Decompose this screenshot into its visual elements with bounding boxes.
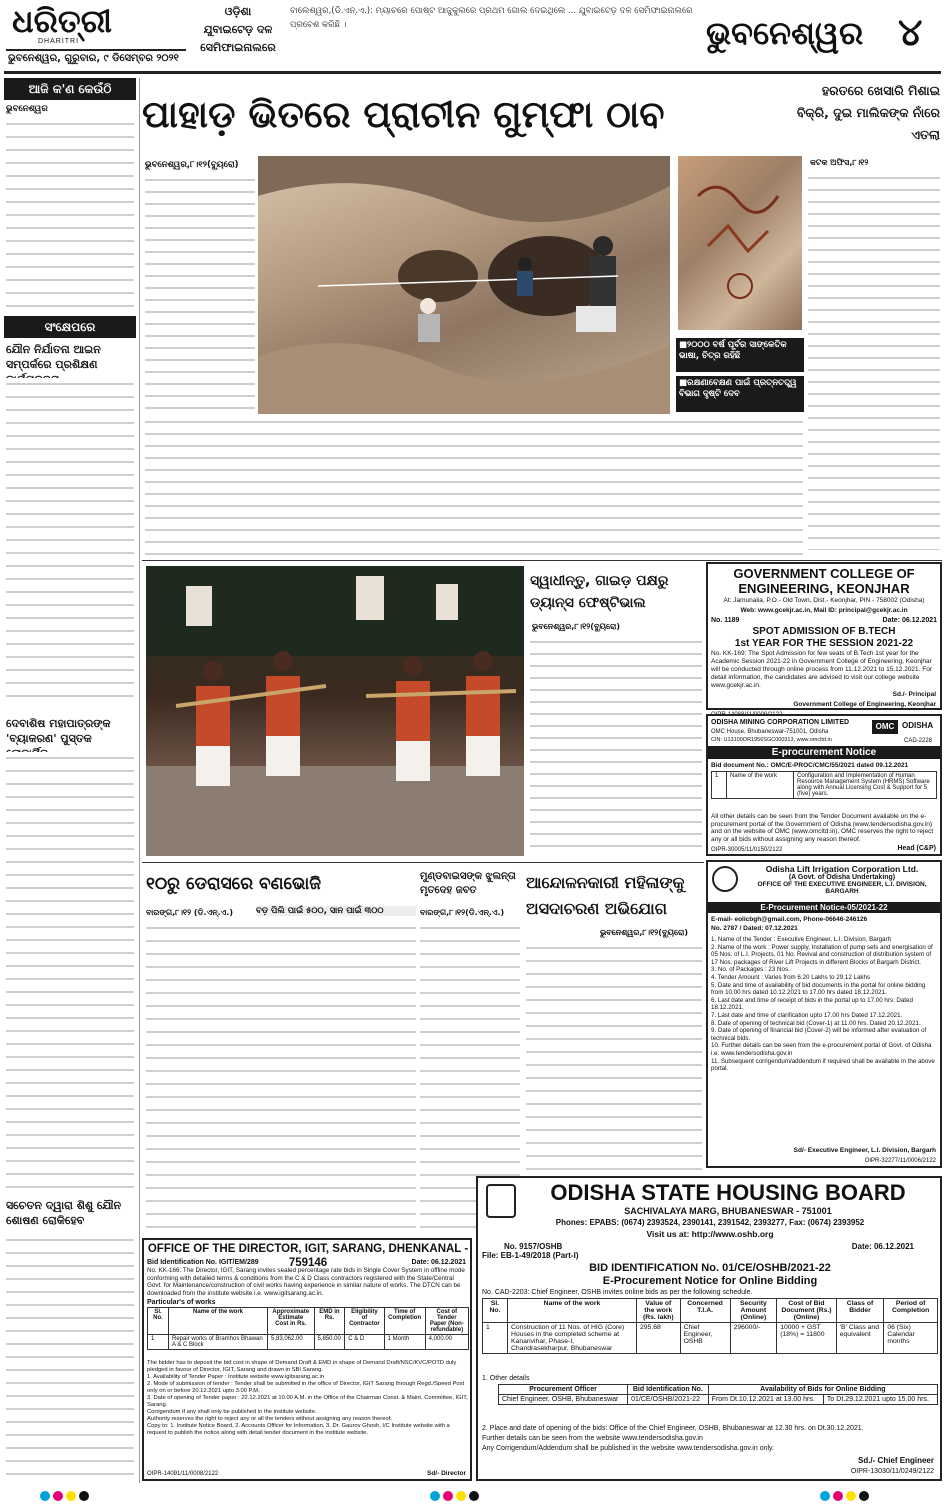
oshb-td-0: 1 bbox=[483, 1323, 508, 1354]
lead-body-col1 bbox=[145, 174, 255, 410]
page-number: ୪ bbox=[898, 10, 923, 54]
gce-sign-2: Government College of Engineering, Keonjhar bbox=[793, 701, 936, 708]
brief-title-2: ଦେବାଶିଷ ମହାପାତ୍ରଙ୍କ 'ବ୍ୟାକରଣ' ପୁସ୍ତକ bbox=[6, 717, 111, 745]
olic-logo bbox=[712, 866, 738, 892]
brief-title-3: ସଚେତନ ଦ୍ୱାରା ଶିଶୁ ଯୌନ ଶୋଷଣ ରୋକିହେବ bbox=[6, 1199, 122, 1227]
olic-org: Odisha Lift Irrigation Corporation Ltd. bbox=[765, 864, 919, 874]
cmyk-swatches-center bbox=[430, 1486, 482, 1505]
swatch-black-2 bbox=[469, 1491, 479, 1501]
olic-email: E-mail- eolicbgh@gmail.com, Phone-06646-246126 bbox=[711, 916, 868, 923]
dance-photo-illustration bbox=[146, 566, 524, 856]
oshb-other: 1. Other details bbox=[482, 1375, 530, 1382]
igit-th-4: Eligibility of Contractor bbox=[345, 1308, 384, 1335]
teaser-line-3: ସେମିଫାଇନାଲରେ bbox=[200, 41, 276, 54]
omc-logo: OMC bbox=[872, 720, 898, 734]
oshb-th-6: Class of Bidder bbox=[836, 1299, 884, 1323]
igit-th-1: Name of the work bbox=[169, 1308, 268, 1335]
oshb-th-4: Security Amount (Online) bbox=[730, 1299, 777, 1323]
oshb-note-3: Any Corrigendum/Addendum shall be published in the website www.tendersodisha.gov.in only. bbox=[482, 1445, 774, 1452]
oshb-th-2: Value of the work (Rs. lakh) bbox=[637, 1299, 681, 1323]
left-column-rule bbox=[139, 78, 140, 1483]
oshb-td-3: Chief Engineer, OSHB bbox=[680, 1323, 730, 1354]
oshb-sign: Sd./- Chief Engineer bbox=[857, 1456, 934, 1465]
omc-org: ODISHA MINING CORPORATION LIMITED bbox=[711, 719, 850, 726]
oshb-sub-th-2: Availability of Bids for Online Bidding bbox=[708, 1385, 937, 1395]
oshb-bid-id: BID IDENTIFICATION No. 01/CE/OSHB/2021-22 bbox=[589, 1262, 831, 1274]
masthead-date: ଭୁବନେଶ୍ୱର, ଗୁରୁବାର, ୯ ଡିସେମ୍ବର ୨୦୨୧ bbox=[8, 53, 179, 64]
igit-bid-id: Bid Identification No. IGIT/EM/289 bbox=[147, 1259, 259, 1266]
omc-cell-no: 1 bbox=[712, 772, 727, 799]
ad-gce-keonjhar bbox=[706, 562, 942, 710]
ad-olic-bargarh bbox=[706, 860, 942, 1168]
gce-heading-1: SPOT ADMISSION OF B.TECH bbox=[752, 626, 896, 637]
brief-title-1: ଯୌନ ନିର୍ଯାତନା ଆଇନ ସମ୍ପର୍କରେ ପ୍ରଶିକ୍ଷଣ bbox=[6, 343, 101, 371]
side-body bbox=[808, 172, 940, 550]
dance-headline: ସ୍ୱାଧୀନ୍ତୁ, ଗାଇଡ଼ ପକ୍ଷରୁ ଡ୍ୟାନ୍ସ ଫେଷ୍ଟିଭାଲ bbox=[530, 573, 669, 611]
omc-table-row bbox=[712, 772, 937, 799]
oshb-sub-td-3: To Dt.29.12.2021 upto 15.00 hrs. bbox=[823, 1395, 937, 1405]
top-rule bbox=[4, 71, 941, 74]
callout-1-text: ■୨୦୦୦ ବର୍ଷ ପୂର୍ବର ସାଙ୍କେତିକ ଭାଷା, ଚିତ୍ର ରହିଛି bbox=[679, 340, 787, 361]
oshb-phones: Phones: EPABS: (0674) 2393524, 2390141, 2391542, 2393277, Fax: (0674) 2393952 bbox=[555, 1218, 865, 1227]
olic-notice-bar bbox=[708, 902, 940, 913]
oshb-subtable-header bbox=[499, 1385, 938, 1395]
oshb-td-2: 295.68 bbox=[637, 1323, 681, 1354]
olic-org-sub: (A Govt. of Odisha Undertaking) bbox=[788, 874, 896, 881]
oshb-td-4: 296000/- bbox=[730, 1323, 777, 1354]
story1-headline: ୧୦ରୁ ଡେରାସରେ ବଣଭୋଜି bbox=[146, 874, 321, 894]
oshb-subtable bbox=[498, 1384, 938, 1405]
igit-td-4: C & D bbox=[345, 1335, 384, 1350]
omc-heading-bar bbox=[708, 746, 940, 759]
swatch-cyan-2 bbox=[430, 1491, 440, 1501]
oshb-th-1: Name of the work bbox=[508, 1299, 637, 1323]
gce-sign-1: Sd./- Principal bbox=[892, 691, 936, 698]
gce-body: No. KK-169: The Spot Admission for few seats of B.Tech 1st year for the Academic Session 2021-22 in Government College of Engineering, Keonjhar will be conducted through online process from 11.12.2021 to 15.12.2021. For detail information, the candidates are advised to visit our college website www.gcekjr.ac.in. bbox=[711, 650, 933, 689]
story2-dateline: ବାରଙ୍ଗ,୮।୧୨(ଡି.ଏନ୍.ଏ.) bbox=[420, 908, 505, 917]
oshb-title: ODISHA STATE HOUSING BOARD bbox=[550, 1180, 906, 1205]
brief-heading-box bbox=[4, 316, 136, 338]
lead-headline: ପାହାଡ଼ ଭିତରେ ପ୍ରାଚୀନ ଗୁମ୍ଫା ଠାବ bbox=[142, 93, 665, 136]
oshb-visit: Visit us at: http://www.oshb.org bbox=[646, 1229, 774, 1239]
oshb-no: No. 9157/OSHB bbox=[504, 1242, 563, 1251]
oshb-sub-td-1: 01/CE/OSHB/2021-22 bbox=[628, 1395, 709, 1405]
igit-date: Date: 06.12.2021 bbox=[411, 1259, 466, 1266]
story3-dateline: ଭୁବନେଶ୍ୱର,୮।୧୨(ବ୍ୟୁରୋ) bbox=[600, 928, 689, 937]
igit-sign: Sd/- Director bbox=[426, 1470, 466, 1477]
oshb-th-3: Concerned T.I.A. bbox=[680, 1299, 730, 1323]
lead-dateline: ଭୁବନେଶ୍ୱର,୮।୧୨(ବ୍ୟୁରୋ) bbox=[145, 160, 239, 170]
omc-sign: Head (C&P) bbox=[897, 845, 936, 852]
igit-body: No. KK-166: The Director, IGIT, Sarang invites sealed percentage rate bids in Single Cover System in offline mode conforming with detailed terms & conditions from the C & D Class contractors registered with the State/Central Govt. for Maintenance/construction of civil works having experience in similar nature of works. The DTCN can be downloaded from the institute website i.e. www.igitsarang.ac.in. bbox=[147, 1267, 465, 1297]
gce-no: No. 1189 bbox=[711, 617, 740, 624]
side-dateline: କଟକ ଅଫିସ,୮।୧୨ bbox=[810, 158, 869, 167]
olic-body: 1. Name of the Tender : Executive Engineer, L.I. Division, Bargarh 2. Name of the work : Power supply, Installation of pump sets and energisation of 05 Nos. of L.I. Projects, 01 No. Revival and construction of distribution system of 17 Nos. packages of River Lift Projects in different Blocks of Bargarh District. 3. No. of Packages : 23 Nos. 4. Tender Amount : Varies from 6.20 Lakhs to 29.12 Lakhs 5. Date and time of availability of bid documents in the portal for online bidding from 10.00 hrs dated 10.12.2021 to 17.00 hrs dated 18.12.2021. 6. Last date and time of receipt of bids in the portal up to 17.00 hrs. Dated 18.12.2021. 7. Last date and time of clarification upto 17.00 hrs Dated 17.12.2021. 8. Date of opening of technical bid (Cover-1) at 11.00 hrs. Dated 20.12.2021. 9. Date of opening of financial bid (Cover-2) will be informed after evaluation of technical bids. 10. Further details can be seen from the e-procurement portal of Govt. of Odisha i.e. www.tendersodisha.gov.in 11. Subsequent corrigendum/addendum if required shall be available in the above portal. bbox=[711, 936, 935, 1073]
igit-td-1: Repair works of Bramhos Bhawan A & C Block bbox=[169, 1335, 268, 1350]
masthead-divider bbox=[6, 49, 186, 51]
oshb-table-header bbox=[483, 1299, 938, 1323]
rock-painting-illustration bbox=[678, 156, 802, 330]
oshb-td-5: 10000 + GST (18%) = 11800 bbox=[777, 1323, 837, 1354]
oshb-subtable-row bbox=[499, 1395, 938, 1405]
swatch-cyan-3 bbox=[820, 1491, 830, 1501]
igit-title: OFFICE OF THE DIRECTOR, IGIT, SARANG, DHENKANAL - 759146 bbox=[147, 1243, 469, 1269]
oshb-td-1: Construction of 11 Nos. of HIG (Core) Houses in the completed scheme at Kananvihar, Phase-I, Chandrasekharpur, Bhubaneswar bbox=[508, 1323, 637, 1354]
igit-th-6: Cost of Tender Paper (Non-refundable) bbox=[425, 1308, 468, 1335]
oshb-sub-th-0: Procurement Officer bbox=[499, 1385, 628, 1395]
swatch-black-3 bbox=[859, 1491, 869, 1501]
oshb-address: SACHIVALAYA MARG, BHUBANESWAR - 751001 bbox=[624, 1206, 832, 1216]
oshb-table bbox=[482, 1298, 938, 1354]
callout-2-text: ■ରକ୍ଷଣାବେକ୍ଷଣ ପାଇଁ ପ୍ରତ୍ନତତ୍ତ୍ୱ ବିଭାଗ ଦୃଷ୍ଟି ଦେବ bbox=[679, 378, 797, 399]
ad-omc bbox=[706, 714, 942, 856]
lead-bottom-rule bbox=[142, 560, 942, 561]
left-listings-text bbox=[6, 118, 134, 308]
igit-ref: OIPR-14091/11/0008/2122 bbox=[147, 1471, 219, 1477]
brief-body-3 bbox=[6, 1234, 134, 1480]
omc-cell-label: Name of the work bbox=[727, 772, 794, 799]
oshb-td-6: 'B' Class and equivalent bbox=[836, 1323, 884, 1354]
olic-ref: OIPR-32277/11/0006/2122 bbox=[864, 1158, 936, 1164]
igit-th-3: EMD in Rs. bbox=[314, 1308, 345, 1335]
gce-date: Date: 06.12.2021 bbox=[882, 617, 937, 624]
oshb-note-1: 2. Place and date of opening of the bids: Office of the Chief Engineer, OSHB, Bhubaneswar at 12.30 hrs. on Dt.30.12.2021. bbox=[482, 1425, 864, 1432]
lead-body-lower bbox=[145, 416, 803, 556]
omc-address-2: CIN: U13100OR1956SGC000313, www.omcltd.in bbox=[711, 737, 832, 743]
callout-1 bbox=[676, 338, 804, 372]
oshb-table-row bbox=[483, 1323, 938, 1354]
igit-td-5: 1 Month bbox=[384, 1335, 425, 1350]
story2-headline: ମୁଣ୍ଡବାଇସଙ୍କ ଝୁଲନ୍ତା ମୃତଦେହ ଜବତ bbox=[420, 871, 516, 896]
oshb-th-5: Cost of Bid Document (Rs.) (Online) bbox=[777, 1299, 837, 1323]
dance-photo bbox=[146, 566, 524, 856]
cmyk-swatches-right bbox=[820, 1486, 872, 1505]
teaser-box bbox=[192, 3, 284, 63]
olic-header bbox=[744, 864, 940, 895]
omc-body: All other details can be seen from the Tender Document available on the e-procurement portal of the Government of Odisha (www.tendersodisha.gov.in) and on the website of OMC (www.omcltd.in). OMC reserves the right to reject any or all bids without assigning any reason thereof. bbox=[711, 813, 934, 843]
left-column bbox=[4, 78, 136, 1483]
rock-painting-photo bbox=[678, 156, 802, 330]
gce-title-1: GOVERNMENT COLLEGE OF bbox=[733, 566, 915, 581]
left-heading-box bbox=[4, 78, 136, 100]
omc-header-text bbox=[711, 718, 871, 744]
olic-notice: E-Procurement Notice-05/2021-22 bbox=[760, 903, 888, 912]
teaser-line-2: ଯୁବାଇଟେଡ଼ ଦଳ bbox=[203, 23, 273, 36]
odisha-logo: ODISHA bbox=[902, 721, 934, 730]
masthead-city: ଭୁବନେଶ୍ୱର bbox=[706, 14, 864, 52]
dance-body bbox=[530, 636, 702, 856]
swatch-yellow-3 bbox=[846, 1491, 856, 1501]
oshb-heading: E-Procurement Notice for Online Bidding bbox=[602, 1275, 818, 1287]
oshb-file: File: EB-1-49/2018 (Part-I) bbox=[482, 1251, 579, 1260]
igit-table bbox=[147, 1307, 469, 1350]
swatch-magenta-3 bbox=[833, 1491, 843, 1501]
igit-td-6: 4,000.00 bbox=[425, 1335, 468, 1350]
callout-2 bbox=[676, 376, 804, 412]
side-headline: ହରତରେ ଖେସାରି ମିଶାଇ ବିକ୍ରି, ଦୁଇ ମାଲିକଙ୍କ ନାଁରେ ଏତଲା bbox=[796, 83, 940, 142]
print-marks-bar bbox=[0, 1485, 945, 1498]
oshb-td-7: 06 (Six) Calendar months bbox=[884, 1323, 938, 1354]
swatch-cyan bbox=[40, 1491, 50, 1501]
brief-heading: ସଂକ୍ଷେପରେ bbox=[44, 320, 96, 334]
oshb-sub-td-2: From Dt.10.12.2021 at 13.00 hrs. bbox=[708, 1395, 823, 1405]
omc-bid-no: Bid document No.: OMC/E-PROC/CMC/55/2021 dated 09.12.2021 bbox=[711, 762, 909, 769]
mid-rule bbox=[142, 862, 704, 863]
omc-cad: CAD-2228 bbox=[904, 738, 933, 744]
gce-address: At: Jamunalia, P.O.- Old Town, Dist.- Keonjhar, PIN - 758002 (Odisha) bbox=[723, 597, 925, 604]
masthead-logo-sub: DHARITRI bbox=[38, 38, 80, 45]
dance-dateline: ଭୁବନେଶ୍ୱର,୮।୧୨(ବ୍ୟୁରୋ) bbox=[532, 622, 621, 631]
igit-footer: The bidder has to deposit the bid cost in shape of Demand Draft & EMD in shape of Demand Draft/NSC/KVC/POTD duly pledged in favour of Director, IGIT, Sarang and drawn in SBI Sarang. 1. Availability of Tender Paper : Institute website www.igitsarang.ac.in 2. Mode of submission of tender : Tender shall be submitted in the office of Director, IGIT Sarang through Regd./Speed Post only on or before 20.12.2021 upto 3.00 P.M. 3. Date of opening of Tender paper : 22.12.2021 at 10.00 A.M. in the Office of the Chairman Const. & Maint. Committee, IGIT, Sarang. Corrigendum if any shall only be published in the institute website. Authority reserves the right to reject any or all the tenders without assigning any reason thereof. Copy to: 1. Institute Notice Board, 2. Accounts Officer for Information, 3. Dr. Gaurov Ghosh, I/C Institute website with a request to publish the notice along with detail tender document in the institute website. bbox=[147, 1360, 468, 1436]
igit-table-header bbox=[148, 1308, 469, 1335]
oshb-sub-th-1: Bid Identification No. bbox=[628, 1385, 709, 1395]
story1-body bbox=[146, 922, 416, 1234]
gce-web: Web: www.gcekjr.ac.in, Mail ID: principal@gcekjr.ac.in bbox=[740, 607, 908, 614]
oshb-note-2: Further details can be seen from the website www.tendersodisha.gov.in bbox=[482, 1435, 703, 1442]
story3-body bbox=[526, 942, 702, 1174]
teaser-line-1: ଓଡ଼ିଶା bbox=[224, 5, 252, 18]
olic-no: No. 2787 / Dated: 07.12.2021 bbox=[711, 925, 798, 932]
swatch-yellow-2 bbox=[456, 1491, 466, 1501]
left-heading: ଆଜି କ'ଣ କେଉଁଠି bbox=[28, 82, 112, 96]
igit-td-3: 5,850.00 bbox=[314, 1335, 345, 1350]
oshb-ref: OIPR-13030/11/0249/2122 bbox=[850, 1468, 934, 1475]
omc-ref: OIPR-30005/11/0150/2122 bbox=[711, 847, 783, 853]
igit-th-0: Sl. No. bbox=[148, 1308, 169, 1335]
olic-office: OFFICE OF THE EXECUTIVE ENGINEER, L.I. DIVISION, BARGARH bbox=[757, 881, 927, 895]
left-intro-city: ଭୁବନେଶ୍ୱର bbox=[6, 104, 48, 114]
igit-particulars: Particular's of works bbox=[147, 1299, 216, 1306]
omc-cell-work: Configuration and Implementation of Human Resource Management System (HRMS) Software along with Annual Licensing Cost & Support for 5 (five) years. bbox=[794, 772, 937, 799]
cave-photo-illustration bbox=[258, 156, 670, 414]
story1-dateline: ବାରଙ୍ଗ,୮।୧୨ (ଡି.ଏନ୍.ଏ.) bbox=[146, 908, 233, 917]
igit-td-0: 1 bbox=[148, 1335, 169, 1350]
brief-body-1 bbox=[6, 378, 134, 708]
cave-photo bbox=[258, 156, 670, 414]
swatch-yellow bbox=[66, 1491, 76, 1501]
ad-igit bbox=[142, 1238, 472, 1481]
swatch-magenta bbox=[53, 1491, 63, 1501]
masthead-logo: ଧରିତ୍ରୀ bbox=[12, 2, 112, 40]
olic-sign: Sd/- Executive Engineer, L.I. Division, Bargarh bbox=[793, 1147, 936, 1154]
gce-no-date-row bbox=[708, 616, 940, 626]
oshb-sub-td-0: Chief Engineer, OSHB, Bhubaneswar bbox=[499, 1395, 628, 1405]
omc-table bbox=[711, 771, 937, 799]
cmyk-swatches-left bbox=[40, 1486, 92, 1505]
story3-headline: ଆନ୍ଦୋଳନକାରୀ ମହିଳାଙ୍କୁ ଅସଦାଚରଣ ଅଭିଯୋଗ bbox=[526, 873, 685, 918]
swatch-magenta-2 bbox=[443, 1491, 453, 1501]
teaser-body: ବାଲେଶ୍ୱର,(ଡି.ଏନ୍.ଏ.): ମ୍ୟାଚରେ ପୋଷ୍ଟ ଆଜୁକୁଲରେ ପ୍ରଥମ ଗୋଲ ଦେଇଥିଲେ ... ଯୁବାଇଟେଡ଼ ଦଳ ସେମିଫାଇନାଲରେ ପ୍ରବେଶ କରିଛି । bbox=[290, 6, 693, 30]
masthead bbox=[0, 0, 945, 70]
ad-oshb bbox=[476, 1176, 942, 1481]
igit-th-2: Approximate Estimate Cost in Rs. bbox=[268, 1308, 315, 1335]
igit-table-row bbox=[148, 1335, 469, 1350]
gce-heading-2: 1st YEAR FOR THE SESSION 2021-22 bbox=[734, 638, 914, 649]
omc-heading: E-procurement Notice bbox=[771, 747, 877, 758]
oshb-emblem bbox=[486, 1184, 516, 1218]
oshb-th-7: Period of Completion bbox=[884, 1299, 938, 1323]
oshb-intro: No. CAD-2203: Chief Engineer, OSHB invites online bids as per the following schedule. bbox=[482, 1289, 753, 1296]
igit-th-5: Time of Completion bbox=[384, 1308, 425, 1335]
story1-sub: ବଡ଼ ପିଲି ପାଇଁ ୫୦୦, ସାନ ପାଇଁ ୩୦୦ bbox=[256, 906, 416, 916]
omc-address-1: OMC House, Bhubaneswar-751001, Odisha bbox=[711, 729, 829, 735]
oshb-th-0: Sl. No. bbox=[483, 1299, 508, 1323]
oshb-date: Date: 06.12.2021 bbox=[851, 1242, 914, 1251]
brief-body-2 bbox=[6, 752, 134, 1192]
swatch-black bbox=[79, 1491, 89, 1501]
gce-title-2: ENGINEERING, KEONJHAR bbox=[738, 581, 910, 596]
igit-td-2: 5,83,062.00 bbox=[268, 1335, 315, 1350]
